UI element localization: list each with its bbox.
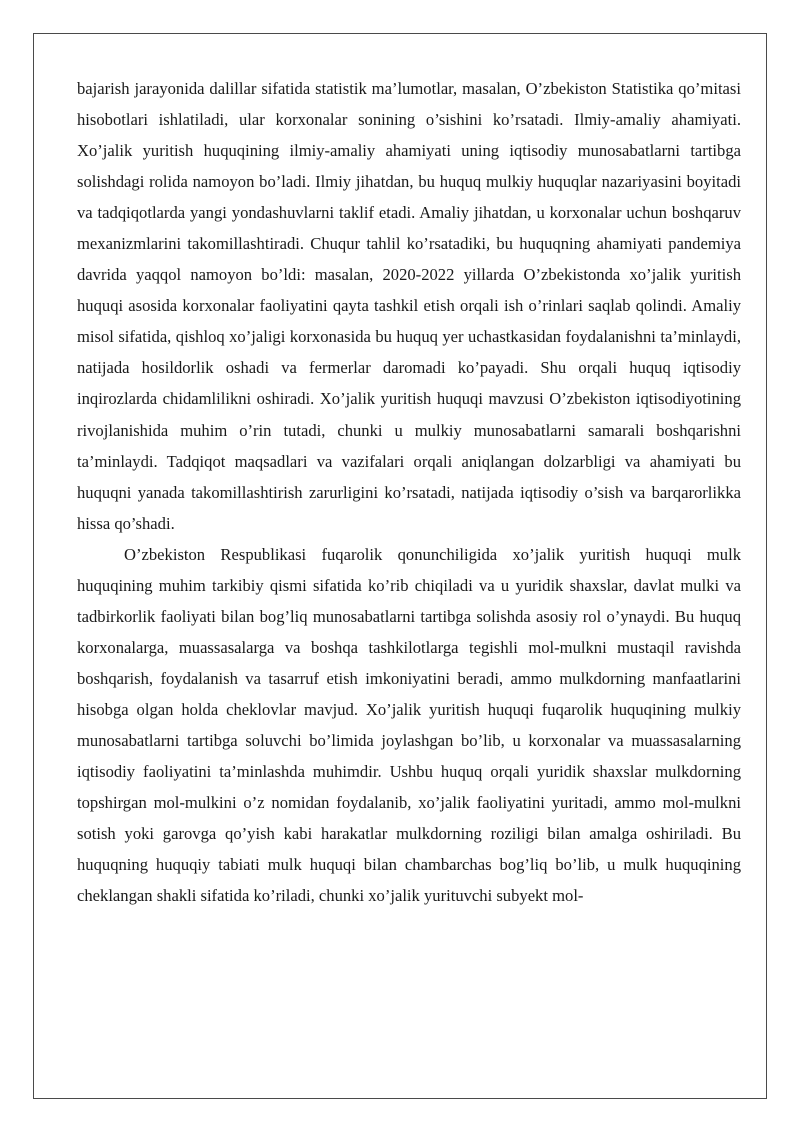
paragraph-legal-basis: O’zbekiston Respublikasi fuqarolik qonunchiligida xo’jalik yuritish huquqi mulk huquqining muhim tarkibiy qismi sifatida ko’rib chiqiladi va u yuridik shaxslar, davlat mulki va tadbirkorlik faoliyati bilan bog’liq munosabatlarni tartibga solishda asosiy rol o’ynaydi. Bu huquq korxonalarga, muassasalarga va boshqa tashkilotlarga tegishli mol-mulkni mustaqil ravishda boshqarish, foydalanish va tasarruf etish imkoniyatini beradi, ammo mulkdorning manfaatlarini hisobga olgan holda cheklovlar mavjud. Xo’jalik yuritish huquqi fuqarolik huquqining mulkiy munosabatlarni tartibga soluvchi bo’limida joylashgan bo’lib, u korxonalar va muassasalarning iqtisodiy faoliyatini ta’minlashda muhimdir. Ushbu huquq orqali yuridik shaxslar mulkdorning topshirgan mol-mulkini o’z nomidan foydalanib, xo’jalik faoliyatini yuritadi, ammo mol-mulkni sotish yoki garovga qo’yish kabi harakatlar mulkdorning roziligi bilan amalga oshiriladi. Bu huquqning huquqiy tabiati mulk huquqi bilan chambarchas bog’liq bo’lib, u mulk huquqining cheklangan shakli sifatida ko’riladi, chunki xo’jalik yurituvchi subyekt mol- — [77, 544, 741, 906]
paragraph-continuation: bajarish jarayonida dalillar sifatida statistik ma’lumotlar, masalan, O’zbekiston Statistika qo’mitasi hisobotlari ishlatiladi, ular korxonalar sonining o’sishini ko’rsatadi. Ilmiy-amaliy ahamiyati. Xo’jalik yuritish huquqining ilmiy-amaliy ahamiyati uning iqtisodiy munosabatlarni tartibga solishdagi rolida namoyon bo’ladi. Ilmiy jihatdan, bu huquq mulkiy huquqlar nazariyasini boyitadi va tadqiqotlarda yangi yondashuvlarni taklif etadi. Amaliy jihatdan, u korxonalar uchun boshqaruv mexanizmlarini takomillashtiradi. Chuqur tahlil ko’rsatadiki, bu huquqning ahamiyati pandemiya davrida yaqqol namoyon bo’ldi: masalan, 2020-2022 yillarda O’zbekistonda xo’jalik yuritish huquqi asosida korxonalar faoliyatini qayta tashkil etish orqali ish o’rinlari saqlab qolindi. Amaliy misol sifatida, qishloq xo’jaligi korxonasida bu huquq yer uchastkasidan foydalanishni ta’minlaydi, natijada hosildorlik oshadi va fermerlar daromadi ko’payadi. Shu orqali huquq iqtisodiy inqirozlarda chidamlilikni oshiradi. Xo’jalik yuritish huquqi mavzusi O’zbekiston iqtisodiyotining rivojlanishida muhim o’rin tutadi, chunki u mulkiy munosabatlarni samarali boshqarishni ta’minlaydi. Tadqiqot maqsadlari va vazifalari orqali aniqlangan dolzarbligi va ahamiyati bu huquqni yanada takomillashtirish zarurligini ko’rsatadi, natijada iqtisodiy o’sish va barqarorlikka hissa qo’shadi. — [77, 79, 741, 533]
document-body — [77, 73, 741, 911]
